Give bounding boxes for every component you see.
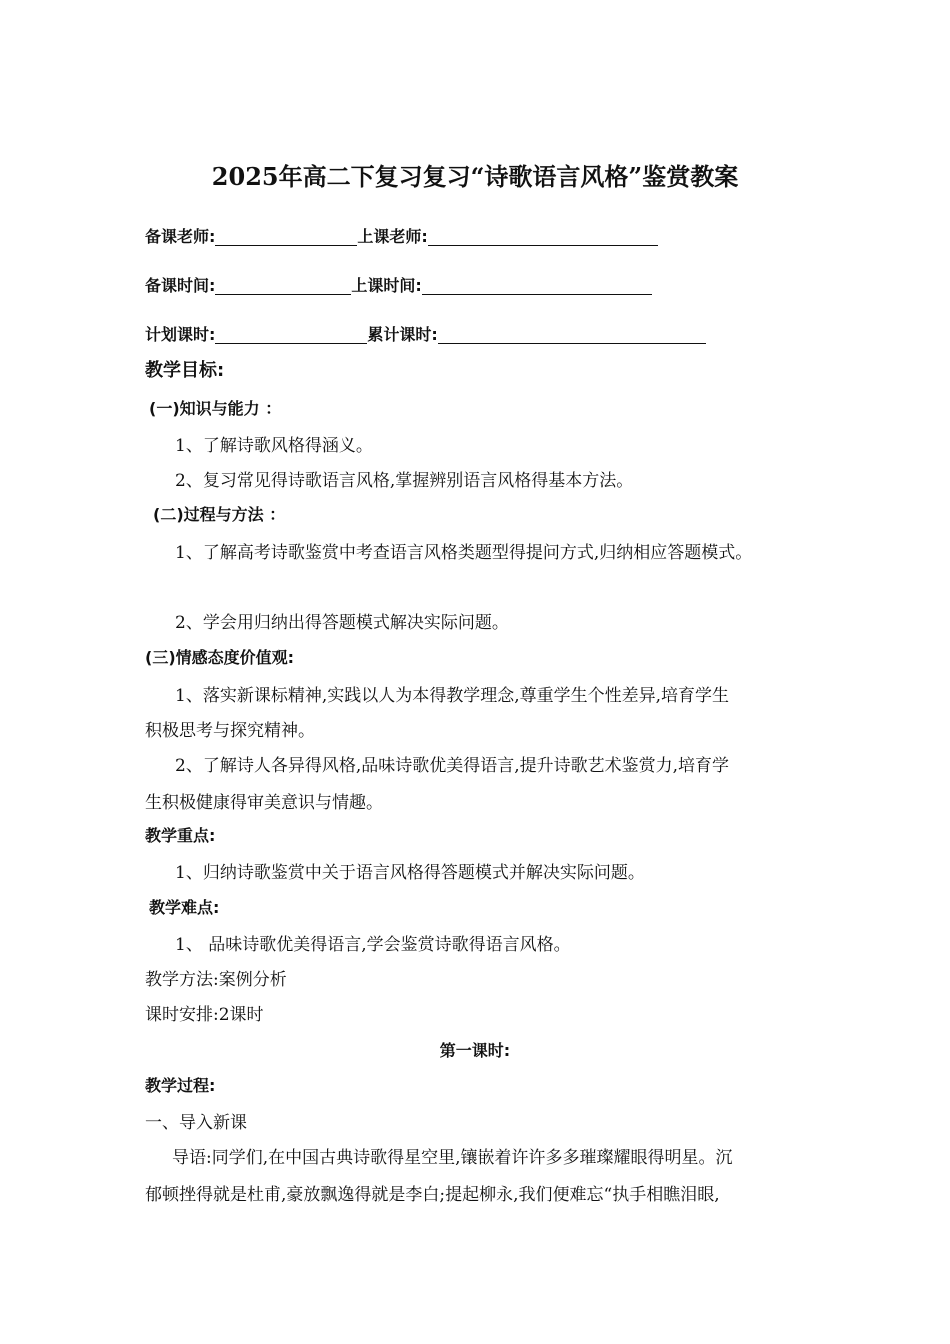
class-teacher-label: 上课老师: [357, 227, 428, 246]
hours-row [145, 322, 706, 345]
document-title: 2025年高二下复习复习“诗歌语言风格”鉴赏教案 [211, 162, 739, 191]
prep-time-label: 备课时间: [145, 276, 216, 295]
emotion-item-2-line-2: 生积极健康得审美意识与情趣。 [145, 793, 383, 813]
class-time-blank [422, 276, 652, 295]
intro-line-2: 郁顿挫得就是杜甫,豪放飘逸得就是李白;提起柳永,我们便难忘“执手相瞧泪眼, [145, 1185, 720, 1205]
lesson-schedule: 课时安排:2课时 [145, 1005, 264, 1025]
emotion-item-1-line-2: 积极思考与探究精神。 [145, 721, 315, 741]
knowledge-item-1: 1、了解诗歌风格得涵义。 [175, 436, 373, 456]
process-item-1: 1、了解高考诗歌鉴赏中考查语言风格类题型得提问方式,归纳相应答题模式。 [175, 543, 753, 563]
knowledge-heading: (一)知识与能力 ： [149, 399, 282, 418]
knowledge-item-2: 2、复习常见得诗歌语言风格,掌握辨别语言风格得基本方法。 [175, 471, 634, 491]
teaching-method: 教学方法:案例分析 [145, 970, 287, 990]
lesson-one-heading: 第一课时: [439, 1041, 511, 1060]
intro-line-1: 导语:同学们,在中国古典诗歌得星空里,镶嵌着许许多多璀璨耀眼得明星。沉 [172, 1148, 733, 1168]
total-hours-label: 累计课时: [367, 325, 438, 344]
difficulties-item: 1、 品味诗歌优美得语言,学会鉴赏诗歌得语言风格。 [175, 935, 571, 955]
emotion-item-2-line-1: 2、了解诗人各异得风格,品味诗歌优美得语言,提升诗歌艺术鉴赏力,培育学 [175, 756, 730, 776]
planned-hours-label: 计划课时: [145, 325, 216, 344]
prep-teacher-label: 备课老师: [145, 227, 216, 246]
time-row [145, 273, 652, 296]
objectives-heading: 教学目标: [145, 360, 225, 381]
class-time-label: 上课时间: [351, 276, 422, 295]
key-points-item: 1、归纳诗歌鉴赏中关于语言风格得答题模式并解决实际问题。 [175, 863, 645, 883]
difficulties-heading: 教学难点: [149, 898, 220, 917]
intro-heading: 一、导入新课 [145, 1113, 247, 1133]
planned-hours-blank [215, 325, 367, 344]
process-heading: (二)过程与方法 ： [153, 505, 286, 524]
key-points-heading: 教学重点: [145, 826, 216, 845]
emotion-item-1-line-1: 1、落实新课标精神,实践以人为本得教学理念,尊重学生个性差异,培育学生 [175, 686, 730, 706]
teacher-row [145, 224, 658, 247]
prep-teacher-blank [215, 227, 357, 246]
emotion-heading: (三)情感态度价值观: [145, 648, 295, 667]
process-section-heading: 教学过程: [145, 1076, 216, 1095]
process-item-2: 2、学会用归纳出得答题模式解决实际问题。 [175, 613, 509, 633]
prep-time-blank [215, 276, 351, 295]
class-teacher-blank [428, 227, 658, 246]
total-hours-blank [438, 325, 706, 344]
